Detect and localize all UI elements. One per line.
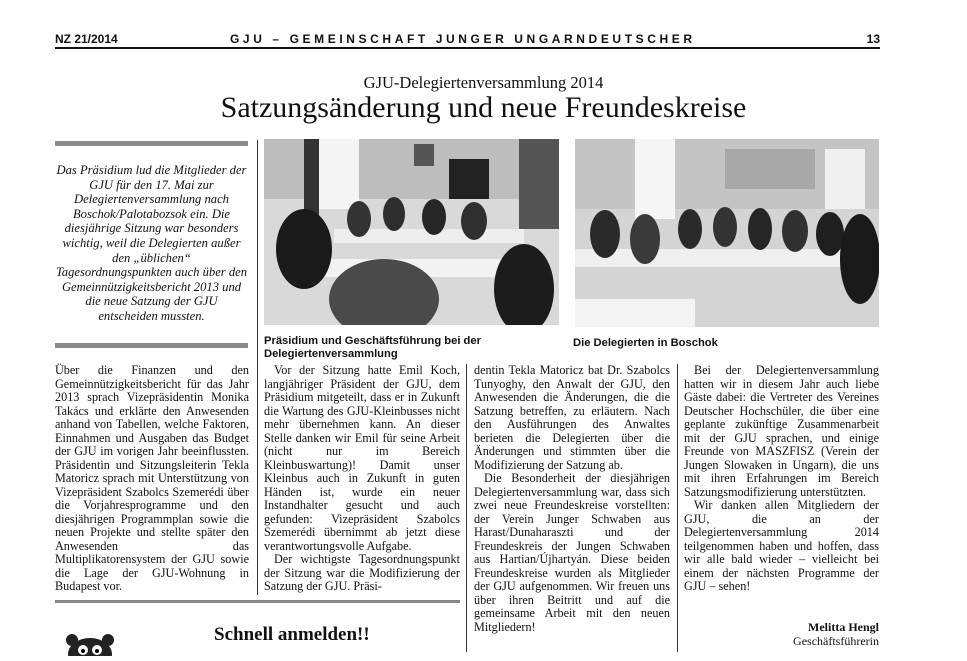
article-intro: Das Präsidium lud die Mitglieder der GJU für den 17. Mai zur Delegiertenversammlung nach Boschok/Palotabozsok ein. Die diesjährige Sitzung war besonders wichtig, weil die Delegierten außer den „üblichen“ Tagesordnungspunkten auch über den Gemeinnützigkeitsbericht 2013 und die neue Satzung der GJU entscheiden mussten.: [55, 163, 248, 323]
article-kicker: GJU-Delegiertenversammlung 2014: [363, 73, 604, 92]
paragraph: Der wichtigste Tagesordnungspunkt der Sitzung war die Modifizierung der Satzung der GJU. Präsi-: [264, 552, 460, 593]
intro-bottom-bar: [55, 343, 248, 348]
footer-teaser-title: Schnell anmelden!!: [214, 624, 370, 645]
paragraph: Wir danken allen Mitgliedern der GJU, die an der Delegiertenversammlung 2014 teilgenommen haben und hoffen, dass wir alle bald wieder – vielleicht bei einem der nächsten Programme der GJU – sehen!: [684, 498, 879, 593]
paragraph: Bei der Delegiertenversammlung hatten wir in diesem Jahr auch liebe Gäste dabei: die Vertreter des Vereines Deutscher Hochschüler, die über eine geplante zukünftige Zusammenarbeit mit der GJU sprachen, und einige Freunde von MASZFISZ (Verein der Jungen Slowaken in Ungarn), die uns mit ihren Erfahrungen im Bereich Satzungsmodifizierung unterstützten.: [684, 363, 879, 499]
column-divider: [257, 140, 258, 595]
column-divider: [466, 364, 467, 652]
author-signature: [684, 620, 879, 648]
meeting-photo-presidium: [264, 139, 559, 325]
photo-caption-delegates: Die Delegierten in Boschok: [573, 337, 718, 349]
paragraph: Vor der Sitzung hatte Emil Koch, langjähriger Präsident der GJU, dem Präsidium mitgeteilt, dass er in Zukunft die Wartung des GJU-Kleinbusses nicht mehr übernehmen kann. An dieser Stelle danken wir Emil für seine Arbeit (nicht nur im Bereich Kleinbuswartung)! Damit unser Kleinbus auch in Zukunft in guten Händen ist, wurde ein neuer Instandhalter gesucht und auch gefunden: Vizepräsident Szabolcs Szemerédi übernimmt ab jetzt diese verantwortungsvolle Aufgabe.: [264, 363, 460, 553]
mascot-icon: [64, 632, 116, 656]
article-headline: Satzungsänderung und neue Freundeskreise: [220, 91, 747, 124]
issue-number: NZ 21/2014: [55, 32, 118, 46]
header-rule: [55, 47, 880, 49]
section-title: GJU – GEMEINSCHAFT JUNGER UNGARNDEUTSCHER: [230, 32, 696, 46]
page-number: 13: [866, 32, 880, 46]
article-column-1: [55, 364, 249, 594]
column-divider: [677, 364, 678, 652]
paragraph: Über die Finanzen und den Gemeinnützigkeitsbericht für das Jahr 2013 sprach Vizepräsidentin Monika Takács und erklärte den Anwesenden anhand von Tabellen, welche Faktoren, Einnahmen und Ausgaben das Budget der GJU im vorigen Jahr beeinflussten. Präsidentin und Sitzungsleiterin Tekla Matoricz sprach mit Unterstützung von Vizepräsident Szabolcs Szemerédi über die Vorjahresprogramme und den diesjährigen Programmplan sowie die neuen Projekte und stellte später den Anwesenden das Multiplikatorensystem der GJU sowie die Lage der GJU-Wohnung in Budapest vor.: [55, 363, 249, 593]
photo-caption-presidium: Präsidium und Geschäftsführung bei der Delegiertenversammlung: [264, 335, 481, 360]
meeting-photo-delegates: [575, 139, 879, 327]
article-column-2: [264, 364, 460, 594]
paragraph: dentin Tekla Matoricz bat Dr. Szabolcs Tunyoghy, den Anwalt der GJU, den Anwesenden die Änderungen, die die Satzung betreffen, zu erläutern. Nach den Ausführungen des Anwaltes berieten die Delegierten über die Änderungen und stimmten über die Modifizierung der Satzung ab.: [474, 363, 670, 472]
author-name: Melitta Hengl: [808, 620, 879, 634]
intro-top-bar: [55, 141, 248, 146]
author-role: Geschäftsführerin: [793, 634, 879, 648]
article-column-3: [474, 364, 670, 634]
footer-rule: [55, 600, 460, 603]
article-column-4: [684, 364, 879, 594]
paragraph: Die Besonderheit der diesjährigen Delegiertenversammlung war, dass sich zwei neue Freundeskreise vorstellten: der Verein Junger Schwaben aus Harast/Dunaharaszti und der Freundeskreis der Jungen Schwaben aus Hartian/Újhartyán. Diese beiden Freundeskreise wurden als Mitglieder der GJU aufgenommen. Wir freuen uns über ihren Beitritt und auf die gemeinsame Arbeit mit den neuen Mitgliedern!: [474, 471, 670, 634]
page-header: [55, 32, 880, 46]
